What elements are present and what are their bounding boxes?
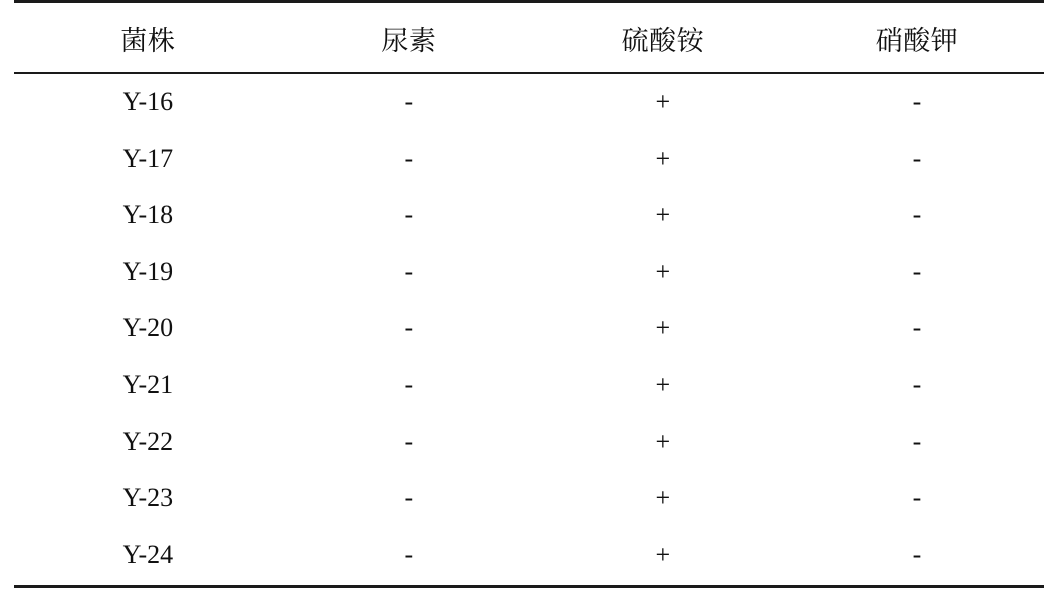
cell-ammonium-sulfate: + [655, 369, 671, 399]
cell-strain: Y-19 [122, 256, 174, 286]
cell-ammonium-sulfate: + [655, 200, 671, 230]
table-row [14, 300, 1044, 357]
cell-urea: - [404, 313, 414, 343]
table-row [14, 244, 1044, 301]
cell-ammonium-sulfate: + [536, 527, 790, 587]
cell-urea: - [404, 256, 414, 286]
cell-urea: - [282, 527, 536, 587]
cell-potassium-nitrate: - [912, 256, 922, 286]
cell-potassium-nitrate: - [912, 143, 922, 173]
table-row [14, 131, 1044, 188]
cell-potassium-nitrate: - [912, 369, 922, 399]
cell-ammonium-sulfate: + [655, 143, 671, 173]
table-row [14, 73, 1044, 131]
cell-ammonium-sulfate: + [655, 87, 671, 116]
cell-ammonium-sulfate: + [655, 313, 671, 343]
cell-potassium-nitrate: - [790, 527, 1044, 587]
cell-strain: Y-21 [122, 369, 174, 399]
column-header-potassium-nitrate: 硝酸钾 [790, 2, 1044, 74]
cell-urea: - [404, 143, 414, 173]
cell-strain: Y-23 [122, 483, 174, 513]
table-body [14, 73, 1044, 587]
table-row [14, 187, 1044, 244]
table-row [14, 527, 1044, 587]
cell-potassium-nitrate: - [912, 87, 922, 116]
cell-urea: - [404, 369, 414, 399]
table-row [14, 470, 1044, 527]
cell-potassium-nitrate: - [912, 313, 922, 343]
cell-strain: Y-18 [122, 200, 174, 230]
cell-ammonium-sulfate: + [655, 426, 671, 456]
cell-potassium-nitrate: - [912, 483, 922, 513]
table-row [14, 414, 1044, 471]
cell-strain: Y-17 [122, 143, 174, 173]
column-header-urea: 尿素 [282, 2, 536, 74]
table-row [14, 357, 1044, 414]
column-header-strain: 菌株 [14, 2, 282, 74]
cell-urea: - [404, 87, 414, 116]
cell-strain: Y-22 [122, 426, 174, 456]
strain-nitrogen-source-table [14, 0, 1044, 588]
cell-strain: Y-24 [14, 527, 282, 587]
cell-strain: Y-20 [122, 313, 174, 343]
table-header-row [14, 2, 1044, 74]
cell-potassium-nitrate: - [912, 200, 922, 230]
column-header-ammonium-sulfate: 硫酸铵 [536, 2, 790, 74]
cell-urea: - [404, 483, 414, 513]
cell-strain: Y-16 [122, 87, 174, 116]
cell-ammonium-sulfate: + [655, 256, 671, 286]
cell-urea: - [404, 426, 414, 456]
cell-urea: - [404, 200, 414, 230]
cell-ammonium-sulfate: + [655, 483, 671, 513]
cell-potassium-nitrate: - [912, 426, 922, 456]
table-header [14, 2, 1044, 74]
